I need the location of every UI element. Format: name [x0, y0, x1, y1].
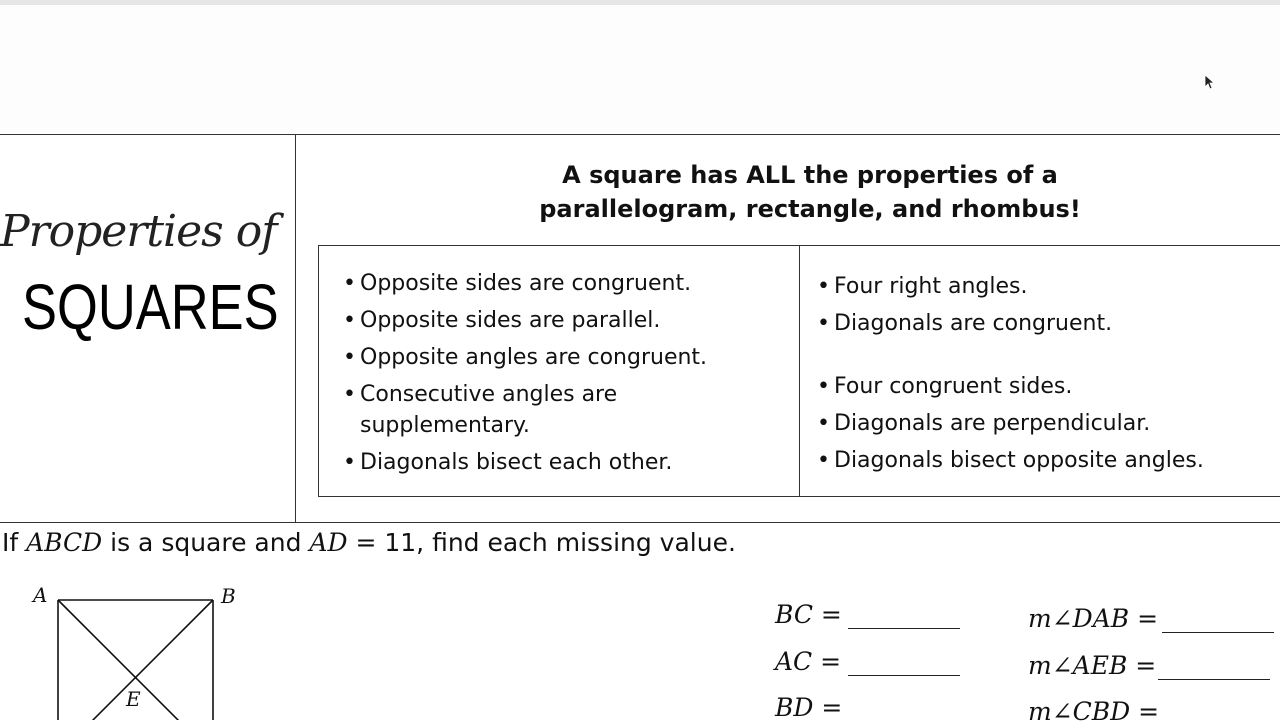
answer-blank-aeb[interactable] — [1158, 679, 1270, 680]
question-ac: AC = — [775, 647, 842, 676]
list-item: • Diagonals are perpendicular. — [815, 408, 1280, 439]
problem-suffix: = 11, find each missing value. — [347, 528, 736, 557]
intersection-label-e: E — [126, 687, 141, 711]
list-item: • Four congruent sides. — [815, 371, 1280, 402]
list-item: • Opposite sides are congruent. — [341, 268, 781, 299]
question-bd: BD = — [775, 693, 843, 722]
title-divider — [295, 134, 296, 523]
problem-statement — [2, 528, 736, 557]
answer-blank-dab[interactable] — [1162, 632, 1274, 633]
question-aeb: m∠AEB = — [1028, 651, 1157, 680]
headline-line-2: parallelogram, rectangle, and rhombus! — [539, 195, 1081, 223]
faded-previous-page — [0, 5, 1280, 133]
headline — [450, 158, 1170, 226]
page-title: SQUARES — [22, 271, 279, 343]
question-bc: BC = — [775, 600, 842, 629]
header-top-border — [0, 134, 1280, 135]
list-item: • Opposite sides are parallel. — [341, 305, 781, 336]
segment-name: AD — [309, 528, 348, 557]
list-item: • Four right angles. — [815, 271, 1280, 302]
square-figure — [0, 580, 260, 720]
parallelogram-properties-list — [341, 268, 781, 484]
table-column-divider — [799, 246, 800, 496]
header-bottom-border — [0, 522, 1280, 523]
title-script: Properties of — [0, 206, 277, 257]
properties-table — [318, 245, 1280, 497]
list-item: • Diagonals bisect opposite angles. — [815, 445, 1280, 476]
headline-line-1: A square has ALL the properties of a — [562, 161, 1058, 189]
shape-name: ABCD — [26, 528, 103, 557]
question-dab: m∠DAB = — [1028, 604, 1159, 633]
rhombus-properties-list — [815, 371, 1280, 482]
list-item: • Opposite angles are congruent. — [341, 342, 781, 373]
list-item: • Consecutive angles are supplementary. — [341, 379, 660, 441]
mouse-pointer-icon — [1204, 74, 1214, 94]
problem-middle: is a square and — [102, 528, 310, 557]
rectangle-properties-list — [815, 271, 1280, 345]
problem-prefix: If — [2, 528, 27, 557]
vertex-label-a: A — [33, 583, 48, 607]
list-item: • Diagonals bisect each other. — [341, 447, 781, 478]
question-cbd: m∠CBD = — [1028, 697, 1160, 726]
answer-blank-ac[interactable] — [848, 675, 960, 676]
answer-blank-bc[interactable] — [848, 628, 960, 629]
list-item: • Diagonals are congruent. — [815, 308, 1280, 339]
vertex-label-b: B — [221, 584, 236, 608]
